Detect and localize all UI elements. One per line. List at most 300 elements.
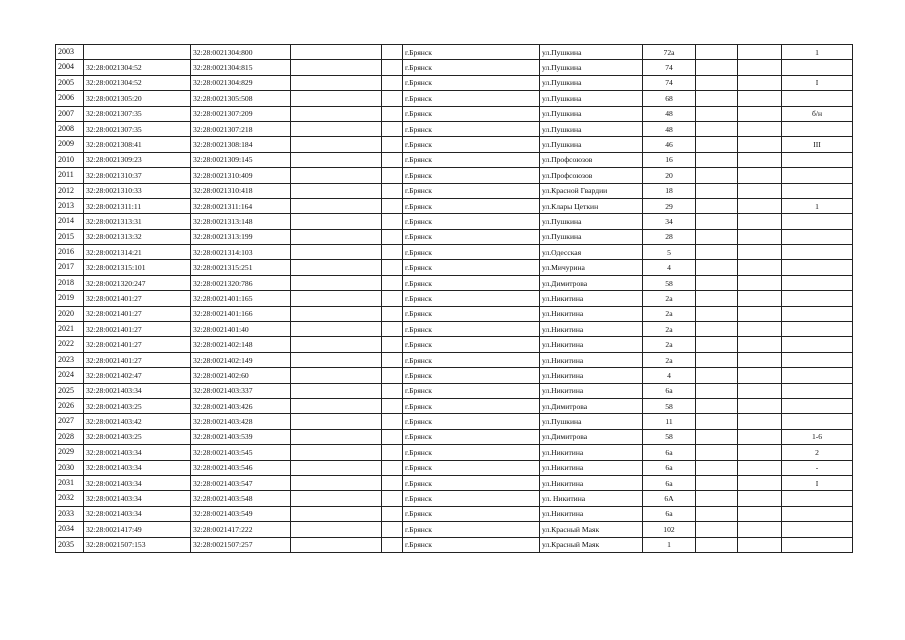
empty-cell bbox=[738, 168, 782, 183]
empty-cell bbox=[382, 183, 403, 198]
row-number: 2009 bbox=[56, 137, 84, 152]
premises-number-cell bbox=[782, 491, 853, 506]
cadastral-number-object: 32:28:0021402:148 bbox=[191, 337, 291, 352]
row-number: 2005 bbox=[56, 75, 84, 90]
empty-cell bbox=[291, 260, 382, 275]
row-number: 2033 bbox=[56, 506, 84, 521]
empty-cell bbox=[738, 506, 782, 521]
empty-cell bbox=[738, 214, 782, 229]
empty-cell bbox=[696, 91, 738, 106]
street-cell: ул.Клары Цеткин bbox=[540, 198, 643, 213]
empty-cell bbox=[382, 91, 403, 106]
house-number-cell: 2а bbox=[643, 322, 696, 337]
street-cell: ул.Пушкина bbox=[540, 214, 643, 229]
city-cell: г.Брянск bbox=[403, 183, 540, 198]
house-number-cell: 72а bbox=[643, 45, 696, 60]
premises-number-cell bbox=[782, 506, 853, 521]
table-row bbox=[56, 460, 853, 475]
empty-cell bbox=[738, 291, 782, 306]
empty-cell bbox=[696, 352, 738, 367]
empty-cell bbox=[696, 306, 738, 321]
table-row bbox=[56, 291, 853, 306]
empty-cell bbox=[382, 229, 403, 244]
cadastral-number-parcel: 32:28:0021307:35 bbox=[84, 106, 191, 121]
table-row bbox=[56, 198, 853, 213]
empty-cell bbox=[291, 322, 382, 337]
cadastral-number-object: 32:28:0021304:800 bbox=[191, 45, 291, 60]
empty-cell bbox=[382, 291, 403, 306]
empty-cell bbox=[696, 198, 738, 213]
cadastral-number-object: 32:28:0021403:546 bbox=[191, 460, 291, 475]
cadastral-number-parcel: 32:28:0021401:27 bbox=[84, 306, 191, 321]
street-cell: ул.Пушкина bbox=[540, 75, 643, 90]
cadastral-number-object: 32:28:0021307:209 bbox=[191, 106, 291, 121]
row-number: 2011 bbox=[56, 168, 84, 183]
row-number: 2006 bbox=[56, 91, 84, 106]
row-number: 2029 bbox=[56, 445, 84, 460]
empty-cell bbox=[382, 414, 403, 429]
cadastral-number-object: 32:28:0021403:547 bbox=[191, 475, 291, 490]
empty-cell bbox=[738, 429, 782, 444]
table-row bbox=[56, 337, 853, 352]
premises-number-cell bbox=[782, 168, 853, 183]
empty-cell bbox=[291, 429, 382, 444]
city-cell: г.Брянск bbox=[403, 106, 540, 121]
cadastral-number-parcel: 32:28:0021507:153 bbox=[84, 537, 191, 552]
empty-cell bbox=[382, 168, 403, 183]
premises-number-cell bbox=[782, 214, 853, 229]
empty-cell bbox=[696, 383, 738, 398]
street-cell: ул.Никитина bbox=[540, 291, 643, 306]
table-row bbox=[56, 152, 853, 167]
premises-number-cell: 1 bbox=[782, 198, 853, 213]
row-number: 2019 bbox=[56, 291, 84, 306]
house-number-cell: 6А bbox=[643, 491, 696, 506]
street-cell: ул.Пушкина bbox=[540, 60, 643, 75]
empty-cell bbox=[291, 337, 382, 352]
empty-cell bbox=[738, 337, 782, 352]
empty-cell bbox=[291, 352, 382, 367]
empty-cell bbox=[696, 137, 738, 152]
cadastral-number-parcel: 32:28:0021320:247 bbox=[84, 275, 191, 290]
table-row bbox=[56, 475, 853, 490]
empty-cell bbox=[291, 398, 382, 413]
empty-cell bbox=[696, 460, 738, 475]
house-number-cell: 6а bbox=[643, 460, 696, 475]
row-number: 2004 bbox=[56, 60, 84, 75]
empty-cell bbox=[382, 75, 403, 90]
empty-cell bbox=[696, 214, 738, 229]
table-row bbox=[56, 214, 853, 229]
premises-number-cell bbox=[782, 152, 853, 167]
row-number: 2023 bbox=[56, 352, 84, 367]
street-cell: ул.Пушкина bbox=[540, 121, 643, 136]
cadastral-number-parcel: 32:28:0021307:35 bbox=[84, 121, 191, 136]
table-row bbox=[56, 275, 853, 290]
house-number-cell: 2а bbox=[643, 337, 696, 352]
cadastral-number-parcel bbox=[84, 45, 191, 60]
row-number: 2032 bbox=[56, 491, 84, 506]
cadastral-number-object: 32:28:0021310:409 bbox=[191, 168, 291, 183]
empty-cell bbox=[382, 460, 403, 475]
city-cell: г.Брянск bbox=[403, 322, 540, 337]
cadastral-number-object: 32:28:0021417:222 bbox=[191, 522, 291, 537]
table-row bbox=[56, 121, 853, 136]
premises-number-cell bbox=[782, 121, 853, 136]
cadastral-number-parcel: 32:28:0021315:101 bbox=[84, 260, 191, 275]
empty-cell bbox=[291, 183, 382, 198]
cadastral-number-object: 32:28:0021305:508 bbox=[191, 91, 291, 106]
house-number-cell: 34 bbox=[643, 214, 696, 229]
row-number: 2025 bbox=[56, 383, 84, 398]
street-cell: ул.Пушкина bbox=[540, 137, 643, 152]
table-row bbox=[56, 183, 853, 198]
empty-cell bbox=[382, 198, 403, 213]
empty-cell bbox=[291, 414, 382, 429]
empty-cell bbox=[291, 168, 382, 183]
street-cell: ул.Димитрова bbox=[540, 398, 643, 413]
cadastral-number-object: 32:28:0021309:145 bbox=[191, 152, 291, 167]
city-cell: г.Брянск bbox=[403, 522, 540, 537]
cadastral-number-parcel: 32:28:0021313:32 bbox=[84, 229, 191, 244]
premises-number-cell bbox=[782, 337, 853, 352]
registry-table bbox=[55, 44, 853, 553]
premises-number-cell: 2 bbox=[782, 445, 853, 460]
cadastral-number-object: 32:28:0021313:148 bbox=[191, 214, 291, 229]
house-number-cell: 28 bbox=[643, 229, 696, 244]
house-number-cell: 29 bbox=[643, 198, 696, 213]
row-number: 2014 bbox=[56, 214, 84, 229]
cadastral-number-parcel: 32:28:0021401:27 bbox=[84, 322, 191, 337]
street-cell: ул.Никитина bbox=[540, 475, 643, 490]
empty-cell bbox=[382, 137, 403, 152]
empty-cell bbox=[738, 445, 782, 460]
cadastral-number-parcel: 32:28:0021403:25 bbox=[84, 398, 191, 413]
house-number-cell: 16 bbox=[643, 152, 696, 167]
empty-cell bbox=[382, 245, 403, 260]
premises-number-cell bbox=[782, 414, 853, 429]
house-number-cell: 4 bbox=[643, 368, 696, 383]
empty-cell bbox=[738, 245, 782, 260]
cadastral-number-parcel: 32:28:0021403:34 bbox=[84, 475, 191, 490]
empty-cell bbox=[696, 229, 738, 244]
street-cell: ул.Димитрова bbox=[540, 275, 643, 290]
cadastral-number-parcel: 32:28:0021403:25 bbox=[84, 429, 191, 444]
empty-cell bbox=[291, 106, 382, 121]
city-cell: г.Брянск bbox=[403, 214, 540, 229]
premises-number-cell bbox=[782, 322, 853, 337]
cadastral-number-object: 32:28:0021402:149 bbox=[191, 352, 291, 367]
row-number: 2028 bbox=[56, 429, 84, 444]
empty-cell bbox=[738, 152, 782, 167]
house-number-cell: 6а bbox=[643, 506, 696, 521]
house-number-cell: 20 bbox=[643, 168, 696, 183]
city-cell: г.Брянск bbox=[403, 121, 540, 136]
city-cell: г.Брянск bbox=[403, 337, 540, 352]
empty-cell bbox=[291, 229, 382, 244]
premises-number-cell bbox=[782, 368, 853, 383]
empty-cell bbox=[738, 537, 782, 552]
empty-cell bbox=[696, 429, 738, 444]
table-row bbox=[56, 445, 853, 460]
street-cell: ул.Никитина bbox=[540, 368, 643, 383]
city-cell: г.Брянск bbox=[403, 45, 540, 60]
street-cell: ул.Никитина bbox=[540, 352, 643, 367]
house-number-cell: 48 bbox=[643, 121, 696, 136]
empty-cell bbox=[382, 45, 403, 60]
empty-cell bbox=[382, 398, 403, 413]
cadastral-number-parcel: 32:28:0021311:11 bbox=[84, 198, 191, 213]
empty-cell bbox=[382, 60, 403, 75]
empty-cell bbox=[738, 491, 782, 506]
empty-cell bbox=[291, 506, 382, 521]
house-number-cell: 74 bbox=[643, 60, 696, 75]
empty-cell bbox=[382, 337, 403, 352]
city-cell: г.Брянск bbox=[403, 260, 540, 275]
city-cell: г.Брянск bbox=[403, 537, 540, 552]
empty-cell bbox=[382, 383, 403, 398]
empty-cell bbox=[291, 91, 382, 106]
street-cell: ул.Никитина bbox=[540, 337, 643, 352]
cadastral-number-object: 32:28:0021507:257 bbox=[191, 537, 291, 552]
premises-number-cell bbox=[782, 306, 853, 321]
empty-cell bbox=[696, 445, 738, 460]
empty-cell bbox=[696, 537, 738, 552]
empty-cell bbox=[382, 445, 403, 460]
empty-cell bbox=[696, 152, 738, 167]
house-number-cell: 6а bbox=[643, 475, 696, 490]
empty-cell bbox=[382, 106, 403, 121]
city-cell: г.Брянск bbox=[403, 91, 540, 106]
empty-cell bbox=[696, 260, 738, 275]
street-cell: ул.Профсоюзов bbox=[540, 168, 643, 183]
premises-number-cell bbox=[782, 245, 853, 260]
premises-number-cell: - bbox=[782, 460, 853, 475]
cadastral-number-object: 32:28:0021403:548 bbox=[191, 491, 291, 506]
empty-cell bbox=[738, 75, 782, 90]
street-cell: ул.Никитина bbox=[540, 383, 643, 398]
empty-cell bbox=[738, 137, 782, 152]
cadastral-number-parcel: 32:28:0021313:31 bbox=[84, 214, 191, 229]
city-cell: г.Брянск bbox=[403, 306, 540, 321]
premises-number-cell: I bbox=[782, 475, 853, 490]
table-row bbox=[56, 368, 853, 383]
street-cell: ул.Одесская bbox=[540, 245, 643, 260]
empty-cell bbox=[696, 414, 738, 429]
street-cell: ул.Мичурина bbox=[540, 260, 643, 275]
premises-number-cell bbox=[782, 352, 853, 367]
empty-cell bbox=[696, 398, 738, 413]
empty-cell bbox=[382, 537, 403, 552]
empty-cell bbox=[382, 214, 403, 229]
city-cell: г.Брянск bbox=[403, 414, 540, 429]
house-number-cell: 58 bbox=[643, 398, 696, 413]
city-cell: г.Брянск bbox=[403, 352, 540, 367]
street-cell: ул.Красной Гвардии bbox=[540, 183, 643, 198]
empty-cell bbox=[738, 460, 782, 475]
empty-cell bbox=[291, 198, 382, 213]
row-number: 2022 bbox=[56, 337, 84, 352]
cadastral-number-parcel: 32:28:0021401:27 bbox=[84, 352, 191, 367]
city-cell: г.Брянск bbox=[403, 475, 540, 490]
table-row bbox=[56, 245, 853, 260]
empty-cell bbox=[696, 60, 738, 75]
table-row bbox=[56, 306, 853, 321]
table-row bbox=[56, 106, 853, 121]
empty-cell bbox=[291, 291, 382, 306]
city-cell: г.Брянск bbox=[403, 368, 540, 383]
empty-cell bbox=[382, 152, 403, 167]
cadastral-number-parcel: 32:28:0021401:27 bbox=[84, 337, 191, 352]
cadastral-number-object: 32:28:0021320:786 bbox=[191, 275, 291, 290]
premises-number-cell bbox=[782, 275, 853, 290]
cadastral-number-parcel: 32:28:0021402:47 bbox=[84, 368, 191, 383]
row-number: 2020 bbox=[56, 306, 84, 321]
empty-cell bbox=[382, 491, 403, 506]
empty-cell bbox=[696, 291, 738, 306]
table-row bbox=[56, 414, 853, 429]
row-number: 2012 bbox=[56, 183, 84, 198]
premises-number-cell bbox=[782, 91, 853, 106]
table-row bbox=[56, 506, 853, 521]
cadastral-number-parcel: 32:28:0021403:34 bbox=[84, 445, 191, 460]
table-row bbox=[56, 352, 853, 367]
row-number: 2030 bbox=[56, 460, 84, 475]
empty-cell bbox=[291, 60, 382, 75]
premises-number-cell bbox=[782, 183, 853, 198]
row-number: 2031 bbox=[56, 475, 84, 490]
empty-cell bbox=[696, 183, 738, 198]
empty-cell bbox=[738, 183, 782, 198]
empty-cell bbox=[696, 168, 738, 183]
empty-cell bbox=[291, 522, 382, 537]
premises-number-cell bbox=[782, 383, 853, 398]
empty-cell bbox=[382, 322, 403, 337]
house-number-cell: 58 bbox=[643, 429, 696, 444]
row-number: 2010 bbox=[56, 152, 84, 167]
street-cell: ул.Никитина bbox=[540, 460, 643, 475]
table-row bbox=[56, 229, 853, 244]
premises-number-cell bbox=[782, 260, 853, 275]
premises-number-cell: III bbox=[782, 137, 853, 152]
table-row bbox=[56, 60, 853, 75]
table-row bbox=[56, 491, 853, 506]
empty-cell bbox=[291, 275, 382, 290]
cadastral-number-object: 32:28:0021310:418 bbox=[191, 183, 291, 198]
house-number-cell: 2а bbox=[643, 352, 696, 367]
city-cell: г.Брянск bbox=[403, 445, 540, 460]
empty-cell bbox=[738, 60, 782, 75]
empty-cell bbox=[738, 322, 782, 337]
row-number: 2017 bbox=[56, 260, 84, 275]
premises-number-cell bbox=[782, 398, 853, 413]
empty-cell bbox=[696, 368, 738, 383]
street-cell: ул.Пушкина bbox=[540, 45, 643, 60]
empty-cell bbox=[738, 368, 782, 383]
row-number: 2018 bbox=[56, 275, 84, 290]
empty-cell bbox=[738, 522, 782, 537]
premises-number-cell: 1-6 bbox=[782, 429, 853, 444]
city-cell: г.Брянск bbox=[403, 291, 540, 306]
table-row bbox=[56, 137, 853, 152]
cadastral-number-object: 32:28:0021403:337 bbox=[191, 383, 291, 398]
table-row bbox=[56, 260, 853, 275]
city-cell: г.Брянск bbox=[403, 198, 540, 213]
premises-number-cell: 1 bbox=[782, 45, 853, 60]
row-number: 2013 bbox=[56, 198, 84, 213]
cadastral-number-object: 32:28:0021307:218 bbox=[191, 121, 291, 136]
city-cell: г.Брянск bbox=[403, 383, 540, 398]
registry-body bbox=[56, 45, 853, 553]
premises-number-cell bbox=[782, 229, 853, 244]
street-cell: ул.Красный Маяк bbox=[540, 537, 643, 552]
empty-cell bbox=[696, 337, 738, 352]
city-cell: г.Брянск bbox=[403, 398, 540, 413]
empty-cell bbox=[738, 475, 782, 490]
empty-cell bbox=[738, 398, 782, 413]
empty-cell bbox=[382, 306, 403, 321]
empty-cell bbox=[291, 491, 382, 506]
city-cell: г.Брянск bbox=[403, 506, 540, 521]
row-number: 2008 bbox=[56, 121, 84, 136]
city-cell: г.Брянск bbox=[403, 429, 540, 444]
house-number-cell: 6а bbox=[643, 445, 696, 460]
house-number-cell: 48 bbox=[643, 106, 696, 121]
street-cell: ул.Никитина bbox=[540, 445, 643, 460]
house-number-cell: 18 bbox=[643, 183, 696, 198]
row-number: 2003 bbox=[56, 45, 84, 60]
table-row bbox=[56, 168, 853, 183]
empty-cell bbox=[382, 475, 403, 490]
street-cell: ул.Красный Маяк bbox=[540, 522, 643, 537]
table-row bbox=[56, 91, 853, 106]
city-cell: г.Брянск bbox=[403, 75, 540, 90]
empty-cell bbox=[696, 522, 738, 537]
cadastral-number-object: 32:28:0021401:165 bbox=[191, 291, 291, 306]
empty-cell bbox=[291, 214, 382, 229]
empty-cell bbox=[291, 45, 382, 60]
cadastral-number-object: 32:28:0021308:184 bbox=[191, 137, 291, 152]
house-number-cell: 74 bbox=[643, 75, 696, 90]
cadastral-number-object: 32:28:0021311:164 bbox=[191, 198, 291, 213]
empty-cell bbox=[738, 306, 782, 321]
cadastral-number-object: 32:28:0021315:251 bbox=[191, 260, 291, 275]
house-number-cell: 102 bbox=[643, 522, 696, 537]
cadastral-number-parcel: 32:28:0021305:20 bbox=[84, 91, 191, 106]
table-row bbox=[56, 537, 853, 552]
row-number: 2026 bbox=[56, 398, 84, 413]
row-number: 2034 bbox=[56, 522, 84, 537]
cadastral-number-object: 32:28:0021403:428 bbox=[191, 414, 291, 429]
empty-cell bbox=[738, 414, 782, 429]
empty-cell bbox=[291, 137, 382, 152]
street-cell: ул.Пушкина bbox=[540, 106, 643, 121]
city-cell: г.Брянск bbox=[403, 491, 540, 506]
table-row bbox=[56, 429, 853, 444]
empty-cell bbox=[696, 506, 738, 521]
cadastral-number-parcel: 32:28:0021403:34 bbox=[84, 506, 191, 521]
empty-cell bbox=[696, 322, 738, 337]
empty-cell bbox=[738, 383, 782, 398]
cadastral-number-parcel: 32:28:0021304:52 bbox=[84, 60, 191, 75]
empty-cell bbox=[382, 260, 403, 275]
table-row bbox=[56, 522, 853, 537]
cadastral-number-object: 32:28:0021401:40 bbox=[191, 322, 291, 337]
empty-cell bbox=[696, 245, 738, 260]
city-cell: г.Брянск bbox=[403, 60, 540, 75]
cadastral-number-parcel: 32:28:0021309:23 bbox=[84, 152, 191, 167]
street-cell: ул.Пушкина bbox=[540, 91, 643, 106]
